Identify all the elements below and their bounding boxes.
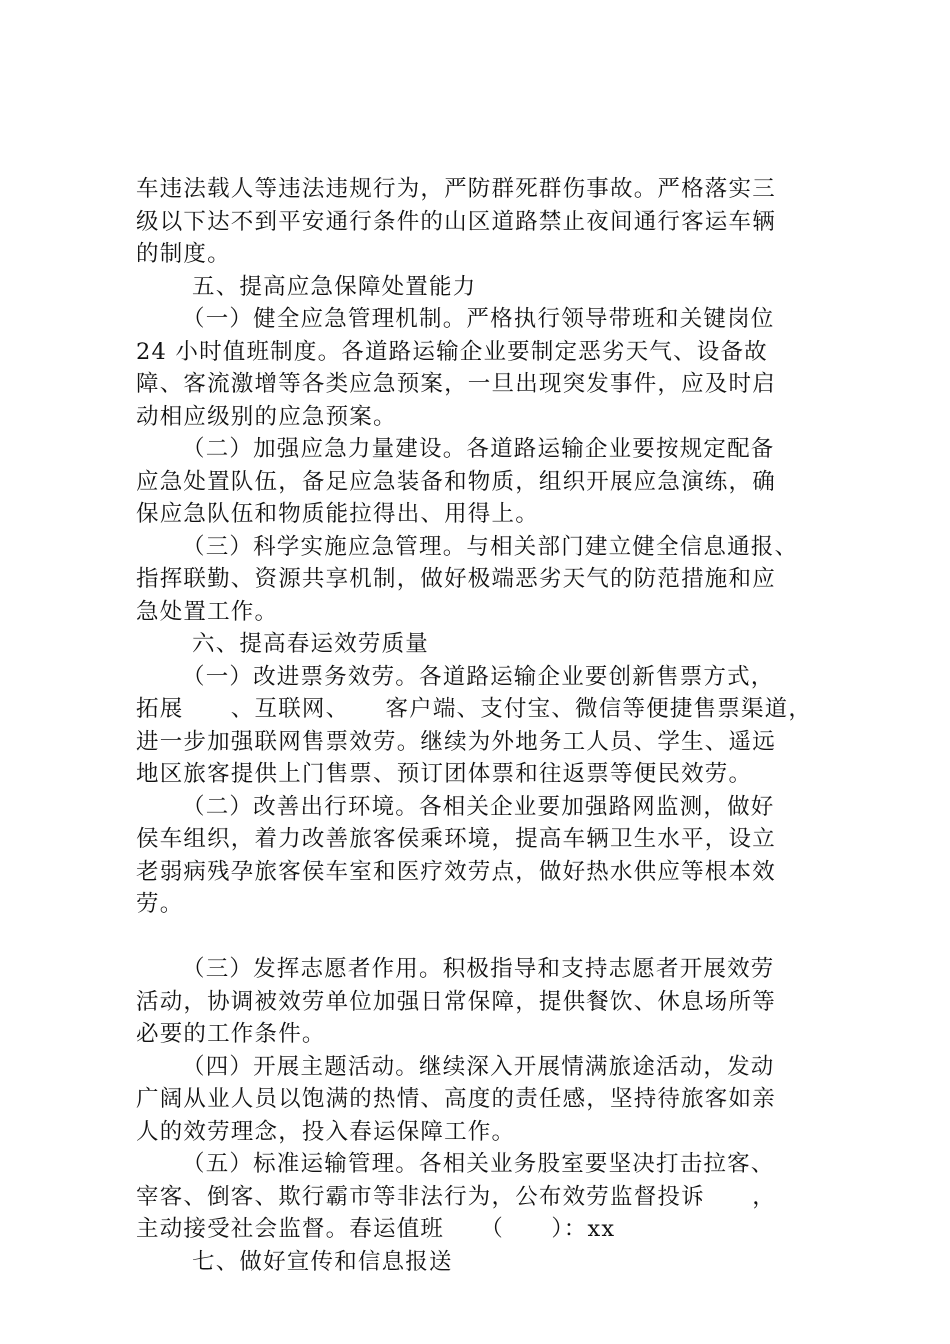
paragraph-line: 级以下达不到平安通行条件的山区道路禁止夜间通行客运车辆	[136, 208, 776, 235]
paragraph-line: 动相应级别的应急预案。	[136, 403, 397, 430]
paragraph-line: 指挥联勤、资源共享机制，做好极端恶劣天气的防范措施和应	[136, 566, 776, 592]
paragraph-line: （三）科学实施应急管理。与相关部门建立健全信息通报、	[182, 533, 799, 560]
paragraph-line: （二）加强应急力量建设。各道路运输企业要按规定配备	[182, 436, 775, 462]
paragraph-line: 拓展 、互联网、 客户端、支付宝、微信等便捷售票渠道，	[136, 696, 813, 722]
paragraph-line: 侯车组织，着力改善旅客侯乘环境，提高车辆卫生水平，设立	[136, 826, 776, 852]
paragraph-line: 车违法载人等违法违规行为，严防群死群伤事故。严格落实三	[136, 176, 776, 202]
paragraph-line: 活动，协调被效劳单位加强日常保障，提供餐饮、休息场所等	[136, 988, 776, 1015]
paragraph-line: 的制度。	[136, 241, 231, 267]
paragraph-line: 老弱病残孕旅客侯车室和医疗效劳点，做好热水供应等根本效	[136, 858, 776, 885]
paragraph-line: （三）发挥志愿者作用。积极指导和支持志愿者开展效劳	[182, 956, 775, 982]
section-heading: 七、做好宣传和信息报送	[192, 1248, 453, 1275]
paragraph-line: 广阔从业人员以饱满的热情、高度的责任感，坚持待旅客如亲	[136, 1086, 776, 1112]
paragraph-line: 急处置工作。	[136, 598, 279, 625]
paragraph-line: （一）健全应急管理机制。严格执行领导带班和关键岗位	[182, 306, 775, 332]
paragraph-line: 劳。	[136, 891, 184, 917]
paragraph-line: 24 小时值班制度。各道路运输企业要制定恶劣天气、设备故	[136, 338, 768, 365]
paragraph-line: 必要的工作条件。	[136, 1021, 326, 1047]
section-heading: 六、提高春运效劳质量	[192, 631, 430, 657]
document-body	[136, 173, 826, 1278]
paragraph-line: 主动接受社会监督。春运值班 （ ）：xx	[136, 1216, 616, 1242]
blank-line	[136, 921, 826, 954]
paragraph-line: 地区旅客提供上门售票、预订团体票和往返票等便民效劳。	[136, 761, 753, 787]
paragraph-line: （五）标准运输管理。各相关业务股室要坚决打击拉客、	[182, 1151, 775, 1177]
paragraph-line: 进一步加强联网售票效劳。继续为外地务工人员、学生、遥远	[136, 728, 776, 755]
paragraph-line: （二）改善出行环境。各相关企业要加强路网监测，做好	[182, 793, 775, 820]
paragraph-line: 保应急队伍和物质能拉得出、用得上。	[136, 501, 539, 527]
paragraph-line: （一）改进票务效劳。各道路运输企业要创新售票方式，	[182, 663, 775, 690]
paragraph-line: 障、客流激增等各类应急预案，一旦出现突发事件，应及时启	[136, 371, 776, 397]
paragraph-line: （四）开展主题活动。继续深入开展情满旅途活动，发动	[182, 1053, 775, 1080]
paragraph-line: 人的效劳理念，投入春运保障工作。	[136, 1118, 516, 1145]
paragraph-line: 应急处置队伍，备足应急装备和物质，组织开展应急演练，确	[136, 468, 776, 495]
section-heading: 五、提高应急保障处置能力	[192, 273, 477, 300]
paragraph-line: 宰客、倒客、欺行霸市等非法行为，公布效劳监督投诉 ，	[136, 1183, 776, 1210]
